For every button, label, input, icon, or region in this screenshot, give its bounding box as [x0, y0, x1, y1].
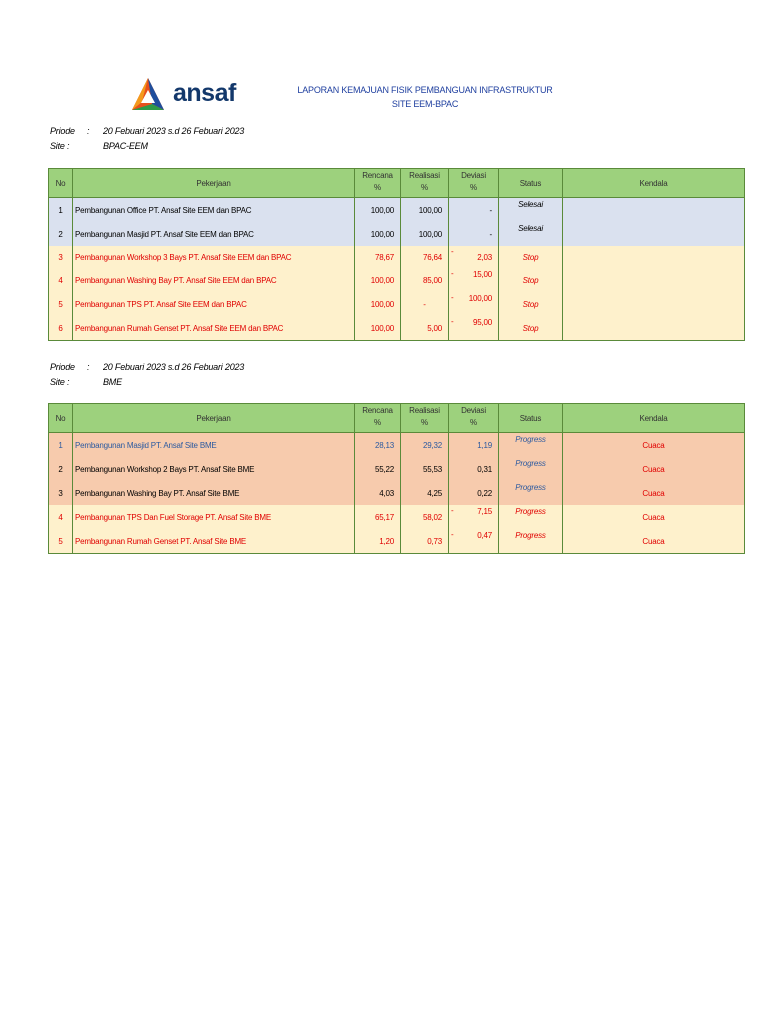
row-plan: 28,13: [355, 433, 401, 458]
table-row: [49, 222, 745, 246]
row-dev: - 100,00: [449, 292, 499, 316]
row-no: 1: [49, 198, 73, 223]
row-issue: [563, 292, 745, 316]
ansaf-logo-icon: [128, 76, 168, 116]
row-plan: 1,20: [355, 529, 401, 554]
row-issue: [563, 316, 745, 341]
table-row: [49, 481, 745, 505]
table-row: [49, 246, 745, 268]
row-plan: 65,17: [355, 505, 401, 529]
table-row: [49, 457, 745, 481]
row-no: 4: [49, 268, 73, 292]
col-header-job: Pekerjaan: [73, 169, 355, 198]
row-job: Pembangunan Office PT. Ansaf Site EEM dan BPAC: [73, 198, 355, 223]
row-issue: [563, 222, 745, 246]
row-job: Pembangunan Rumah Genset PT. Ansaf Site EEM dan BPAC: [73, 316, 355, 341]
table-header-row: [49, 404, 745, 433]
col-header-dev: Deviasi %: [449, 404, 499, 433]
col-header-plan: Rencana %: [355, 169, 401, 198]
row-plan: 100,00: [355, 268, 401, 292]
report-title-line2: SITE EEM-BPAC: [391, 99, 459, 109]
row-plan: 4,03: [355, 481, 401, 505]
row-real: -: [401, 292, 449, 316]
period-separator: :: [87, 126, 90, 136]
row-no: 4: [49, 505, 73, 529]
row-issue: Cuaca: [563, 529, 745, 554]
row-status: Selesai: [499, 222, 563, 246]
table-row: [49, 292, 745, 316]
row-dev: - 7,15: [449, 505, 499, 529]
col-header-plan: Rencana %: [355, 404, 401, 433]
row-real: 100,00: [401, 198, 449, 223]
report-title-line1: LAPORAN KEMAJUAN FISIK PEMBANGUAN INFRASTRUKTUR: [297, 85, 553, 95]
row-status: Stop: [499, 316, 563, 341]
row-dev: 1,19: [449, 433, 499, 458]
row-real: 4,25: [401, 481, 449, 505]
col-header-no: No: [49, 404, 73, 433]
logo-text: ansaf: [173, 79, 236, 107]
row-no: 2: [49, 222, 73, 246]
row-dev: - 15,00: [449, 268, 499, 292]
col-header-real: Realisasi %: [401, 169, 449, 198]
row-no: 3: [49, 246, 73, 268]
row-issue: [563, 268, 745, 292]
row-issue: Cuaca: [563, 457, 745, 481]
row-no: 6: [49, 316, 73, 341]
table-row: [49, 316, 745, 341]
site-label: Site :: [50, 141, 70, 151]
period-separator: :: [87, 362, 90, 372]
row-plan: 100,00: [355, 292, 401, 316]
row-status: Stop: [499, 246, 563, 268]
progress-table-bpac-eem: [48, 168, 745, 341]
site-value: BPAC-EEM: [103, 141, 148, 151]
table-row: [49, 505, 745, 529]
row-job: Pembangunan Masjid PT. Ansaf Site EEM dan BPAC: [73, 222, 355, 246]
table-row: [49, 198, 745, 223]
row-job: Pembangunan Washing Bay PT. Ansaf Site BME: [73, 481, 355, 505]
period-value: 20 Febuari 2023 s.d 26 Febuari 2023: [103, 362, 245, 372]
row-real: 85,00: [401, 268, 449, 292]
row-real: 5,00: [401, 316, 449, 341]
row-no: 5: [49, 292, 73, 316]
row-plan: 100,00: [355, 316, 401, 341]
period-label: Priode: [50, 362, 75, 372]
row-dev: - 0,47: [449, 529, 499, 554]
col-header-job: Pekerjaan: [73, 404, 355, 433]
period-value: 20 Febuari 2023 s.d 26 Febuari 2023: [103, 126, 245, 136]
site-value: BME: [103, 377, 122, 387]
row-plan: 100,00: [355, 198, 401, 223]
row-dev: -: [449, 222, 499, 246]
col-header-no: No: [49, 169, 73, 198]
row-real: 29,32: [401, 433, 449, 458]
row-plan: 78,67: [355, 246, 401, 268]
row-no: 3: [49, 481, 73, 505]
row-job: Pembangunan TPS Dan Fuel Storage PT. Ansaf Site BME: [73, 505, 355, 529]
row-dev: -: [449, 198, 499, 223]
table-row: [49, 529, 745, 554]
row-status: Selesai: [499, 198, 563, 223]
ansaf-logo: [128, 76, 238, 116]
row-dev: - 95,00: [449, 316, 499, 341]
row-no: 2: [49, 457, 73, 481]
row-no: 5: [49, 529, 73, 554]
row-dev: 0,31: [449, 457, 499, 481]
period-label: Priode: [50, 126, 75, 136]
row-job: Pembangunan Washing Bay PT. Ansaf Site EEM dan BPAC: [73, 268, 355, 292]
table-header-row: [49, 169, 745, 198]
col-header-issue: Kendala: [563, 404, 745, 433]
col-header-dev: Deviasi %: [449, 169, 499, 198]
col-header-issue: Kendala: [563, 169, 745, 198]
row-job: Pembangunan Workshop 2 Bays PT. Ansaf Site BME: [73, 457, 355, 481]
row-plan: 55,22: [355, 457, 401, 481]
row-job: Pembangunan Masjid PT. Ansaf Site BME: [73, 433, 355, 458]
row-status: Stop: [499, 268, 563, 292]
row-status: Progress: [499, 505, 563, 529]
row-job: Pembangunan Workshop 3 Bays PT. Ansaf Site EEM dan BPAC: [73, 246, 355, 268]
progress-table-bme: [48, 403, 745, 554]
row-real: 76,64: [401, 246, 449, 268]
row-job: Pembangunan TPS PT. Ansaf Site EEM dan BPAC: [73, 292, 355, 316]
row-issue: Cuaca: [563, 433, 745, 458]
row-dev: 0,22: [449, 481, 499, 505]
row-job: Pembangunan Rumah Genset PT. Ansaf Site BME: [73, 529, 355, 554]
site-label: Site :: [50, 377, 70, 387]
row-issue: [563, 198, 745, 223]
col-header-real: Realisasi %: [401, 404, 449, 433]
row-issue: [563, 246, 745, 268]
row-real: 100,00: [401, 222, 449, 246]
row-status: Progress: [499, 481, 563, 505]
table-row: [49, 433, 745, 458]
row-status: Stop: [499, 292, 563, 316]
row-status: Progress: [499, 433, 563, 458]
row-real: 58,02: [401, 505, 449, 529]
col-header-status: Status: [499, 404, 563, 433]
row-real: 55,53: [401, 457, 449, 481]
col-header-status: Status: [499, 169, 563, 198]
row-status: Progress: [499, 457, 563, 481]
row-issue: Cuaca: [563, 481, 745, 505]
table-row: [49, 268, 745, 292]
row-no: 1: [49, 433, 73, 458]
row-status: Progress: [499, 529, 563, 554]
row-dev: - 2,03: [449, 246, 499, 268]
row-real: 0,73: [401, 529, 449, 554]
row-issue: Cuaca: [563, 505, 745, 529]
row-plan: 100,00: [355, 222, 401, 246]
